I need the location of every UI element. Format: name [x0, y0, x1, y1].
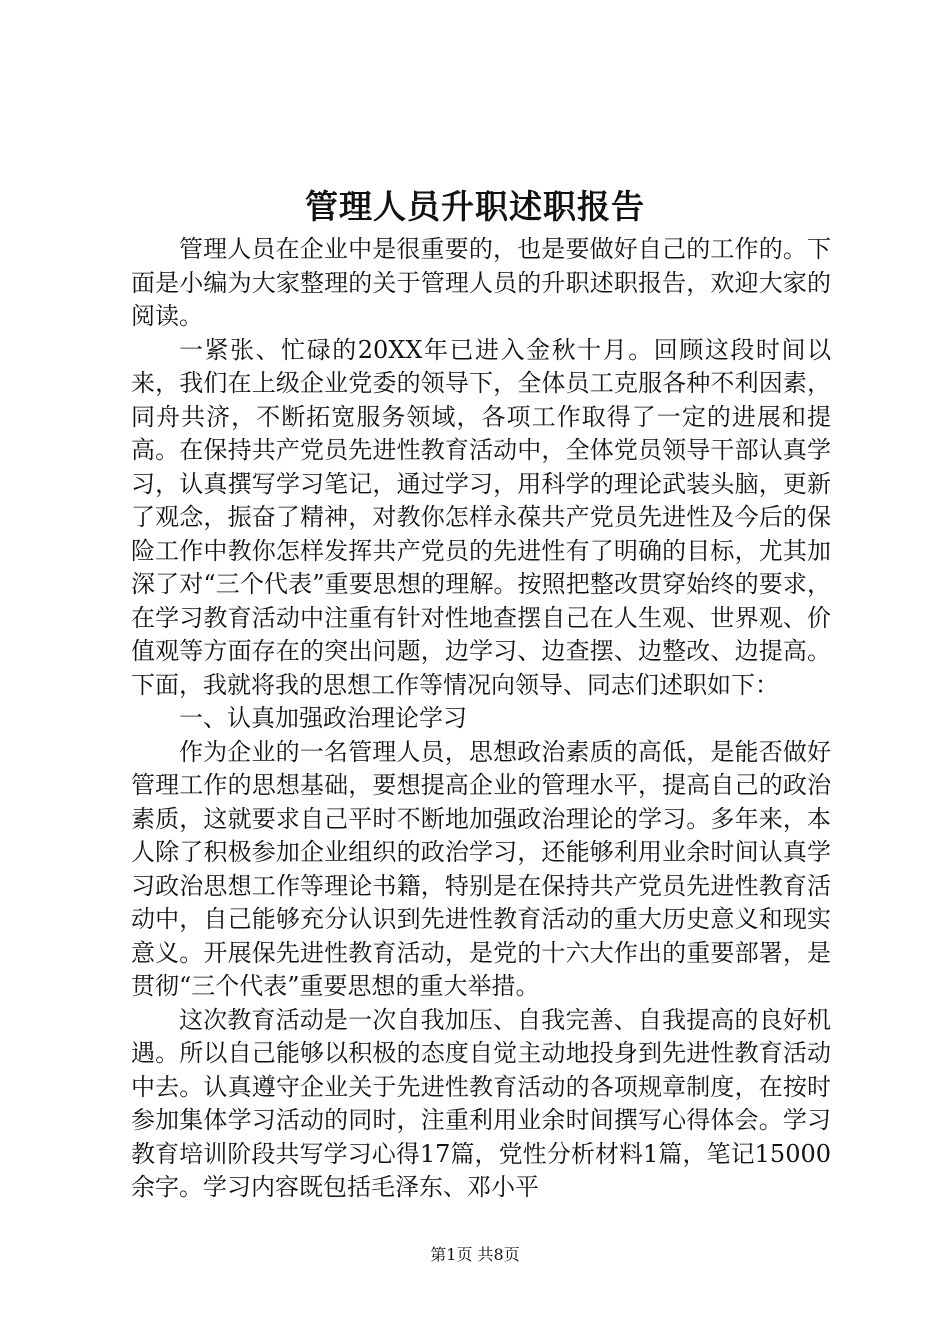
paragraph-education-activity: 这次教育活动是一次自我加压、自我完善、自我提高的良好机遇。所以自己能够以积极的态度自觉主动地投身到先进性教育活动中去。认真遵守企业关于先进性教育活动的各项规章制度，在按时参加集体学习活动的同时，注重利用业余时间撰写心得体会。学习教育培训阶段共写学习心得17篇，党性分析材料1篇，笔记15000余字。学习内容既包括毛泽东、邓小平 — [131, 1005, 831, 1201]
section-heading: 一、认真加强政治理论学习 — [179, 704, 467, 732]
page-footer: 第1页 共8页 — [430, 1245, 520, 1264]
paragraph-political-study: 作为企业的一名管理人员，思想政治素质的高低，是能否做好管理工作的思想基础，要想提高企业的管理水平，提高自己的政治素质，这就要求自己平时不断地加强政治理论的学习。多年来，本人除了积极参加企业组织的政治学习，还能够利用业余时间认真学习政治思想工作等理论书籍，特别是在保持共产党员先进性教育活动中，自己能够充分认识到先进性教育活动的重大历史意义和现实意义。开展保先进性教育活动，是党的十六大作出的重要部署，是贯彻“三个代表”重要思想的重大举措。 — [131, 737, 831, 1000]
document-title: 管理人员升职述职报告 — [305, 187, 645, 226]
paragraph-intro: 管理人员在企业中是很重要的，也是要做好自己的工作的。下面是小编为大家整理的关于管理人员的升职述职报告，欢迎大家的阅读。 — [131, 235, 831, 330]
paragraph-overview: 一紧张、忙碌的20XX年已进入金秋十月。回顾这段时间以来，我们在上级企业党委的领导下，全体员工克服各种不利因素，同舟共济，不断拓宽服务领域，各项工作取得了一定的进展和提高。在保持共产党员先进性教育活动中，全体党员领导干部认真学习，认真撰写学习笔记，通过学习，用科学的理论武装头脑，更新了观念，振奋了精神，对教你怎样永葆共产党员先进性及今后的保险工作中教你怎样发挥共产党员的先进性有了明确的目标，尤其加深了对“三个代表”重要思想的理解。按照把整改贯穿始终的要求，在学习教育活动中注重有针对性地查摆自己在人生观、世界观、价值观等方面存在的突出问题，边学习、边查摆、边整改、边提高。下面，我就将我的思想工作等情况向领导、同志们述职如下： — [131, 335, 831, 699]
document-body — [131, 233, 831, 1205]
